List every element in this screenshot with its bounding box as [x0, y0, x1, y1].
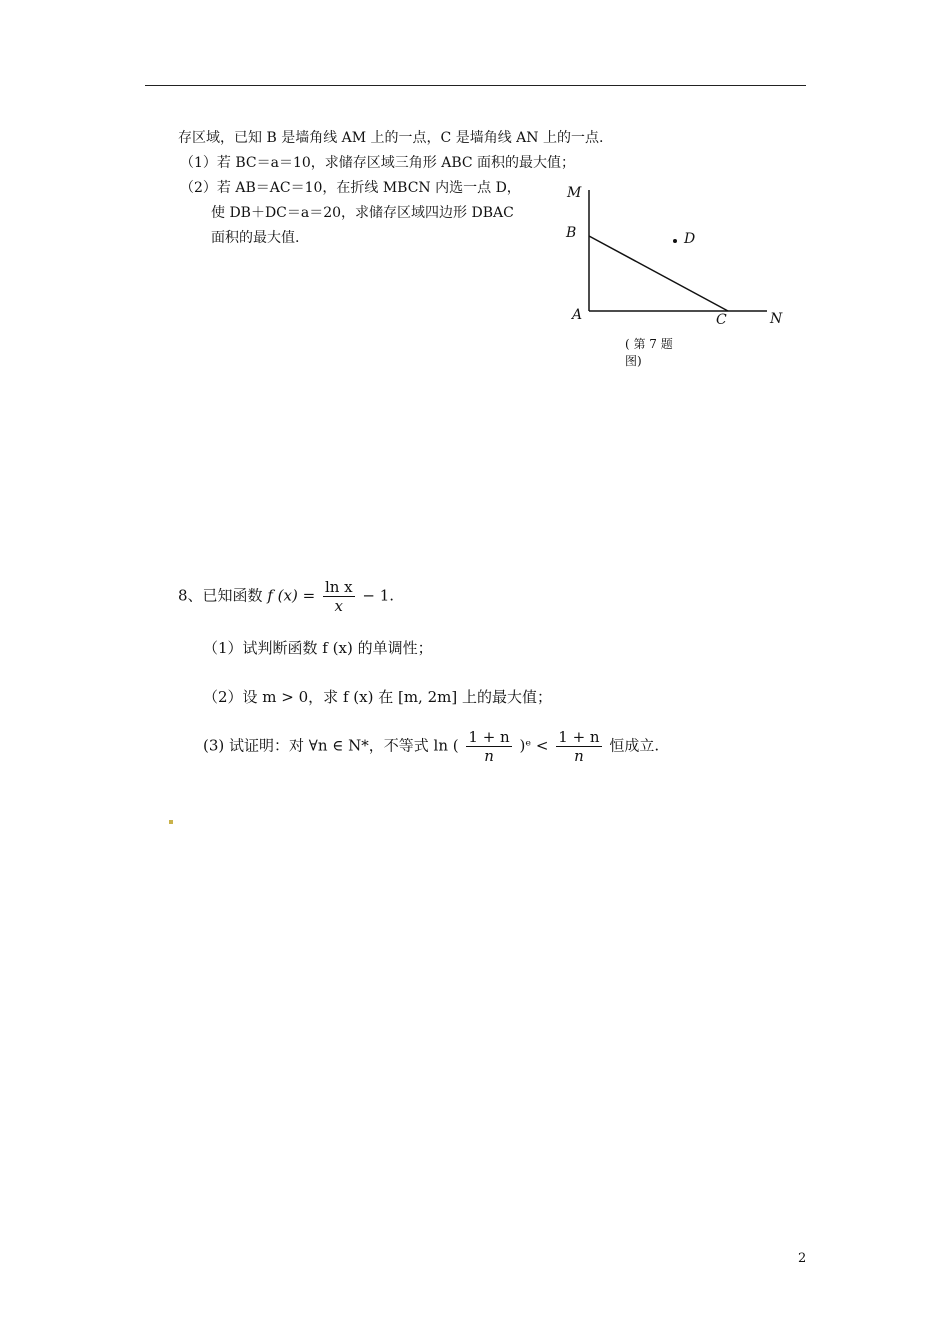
- figure-svg: [562, 180, 792, 380]
- figure-caption-line2: 图): [625, 354, 642, 368]
- label-B: B: [566, 225, 577, 241]
- problem7-q2-line2: 使 DB＋DC＝a＝20，求储存区域四边形 DBAC: [211, 205, 514, 221]
- page-number: 2: [798, 1251, 807, 1266]
- problem7-q2-line3: 面积的最大值.: [211, 230, 300, 246]
- problem8-q3-frac1-den: n: [484, 747, 494, 765]
- problem8-frac-den: x: [334, 597, 344, 615]
- problem8-q3-suffix: 恒成立.: [609, 736, 660, 755]
- figure-caption-line1: ( 第 7 题: [625, 337, 673, 351]
- label-M: M: [567, 185, 582, 201]
- problem8-q3-frac2-num: 1 + n: [558, 728, 600, 746]
- problem7-q1: （1）若 BC＝a＝10，求储存区域三角形 ABC 面积的最大值；: [180, 155, 576, 171]
- problem8-stem: [178, 578, 394, 615]
- segment-BC: [589, 236, 728, 311]
- problem8-stem-prefix: 8、已知函数: [178, 586, 263, 605]
- problem8-q2: （2）设 m > 0，求 f (x) 在 [m, 2m] 上的最大值；: [203, 688, 552, 706]
- problem8-q3-frac2: [556, 728, 601, 765]
- problem8-q3-frac2-den: n: [574, 747, 584, 765]
- problem8-q3: [203, 728, 659, 765]
- problem7-q2-line1: （2）若 AB＝AC＝10，在折线 MBCN 内选一点 D，: [180, 180, 521, 196]
- problem8-q3-mid: )ᵉ <: [519, 736, 549, 755]
- label-N: N: [770, 311, 783, 327]
- problem8-stem-suffix: − 1.: [362, 586, 395, 605]
- stray-dot: [169, 820, 173, 824]
- problem8-q3-frac1-num: 1 + n: [468, 728, 510, 746]
- problem8-fx: f (x) =: [267, 586, 316, 605]
- problem8-q1: （1）试判断函数 f (x) 的单调性；: [203, 639, 433, 657]
- problem8-q3-prefix: (3) 试证明：对 ∀n ∈ N*，不等式 ln (: [203, 736, 459, 755]
- problem7-line1: 存区域，已知 B 是墙角线 AM 上的一点，C 是墙角线 AN 上的一点.: [178, 130, 604, 146]
- point-D: [673, 239, 677, 243]
- problem8-frac-num: ln x: [324, 578, 353, 596]
- problem7-figure: [562, 180, 792, 380]
- header-rule: [145, 85, 806, 86]
- label-C: C: [716, 312, 727, 328]
- label-D: D: [684, 231, 696, 247]
- problem8-fraction: [323, 578, 355, 615]
- label-A: A: [572, 307, 583, 323]
- problem8-q3-frac1: [466, 728, 511, 765]
